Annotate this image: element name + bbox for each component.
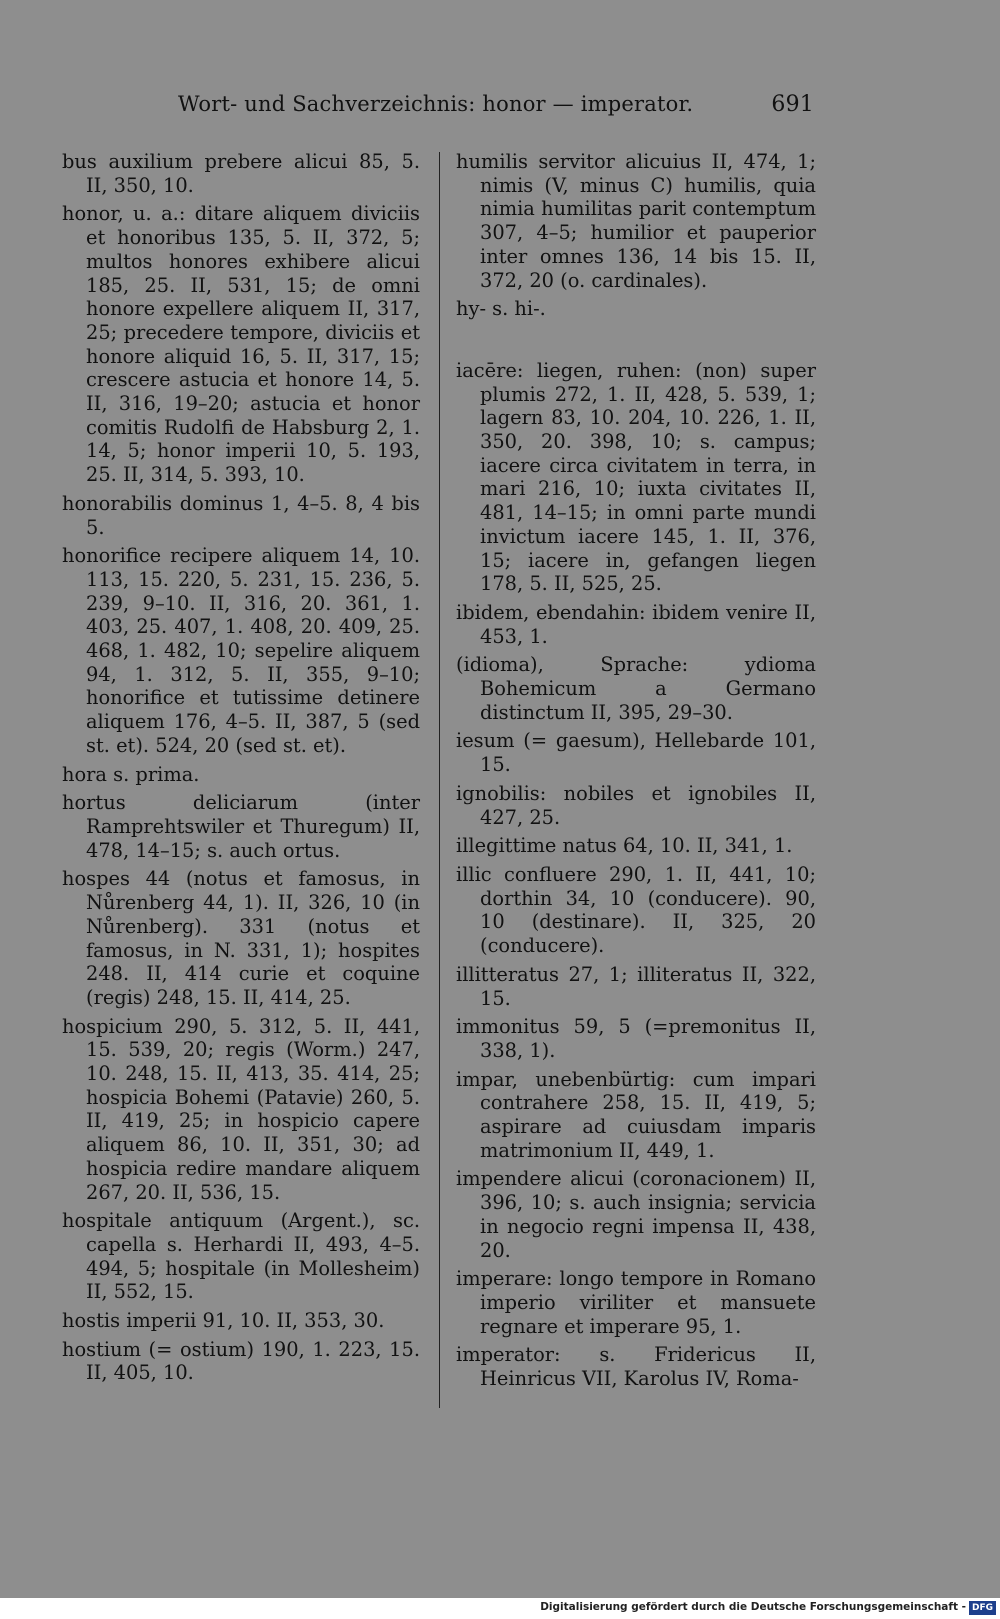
index-entry: impendere alicui (coronacionem) II, 396, 10; s. auch insignia; servicia in negocio regni impensa II, 438, 20.	[456, 1167, 816, 1262]
index-entry: imperator: s. Fridericus II, Heinricus VII, Karolus IV, Roma-	[456, 1343, 816, 1391]
index-entry: bus auxilium prebere alicui 85, 5. II, 350, 10.	[62, 150, 420, 197]
dfg-logo: DFG	[969, 1601, 996, 1615]
index-entry: (idioma), Sprache: ydioma Bohemicum a Germano distinctum II, 395, 29–30.	[456, 653, 816, 724]
right-column	[456, 150, 816, 1396]
index-entry: illegittime natus 64, 10. II, 341, 1.	[456, 834, 793, 858]
index-entry: iacēre: liegen, ruhen: (non) super plumis 272, 1. II, 428, 5. 539, 1; lagern 83, 10. 204, 10. 226, 1. II, 350, 20. 398, 10; s. campus; iacere circa civitatem in terra, in mari 216, 10; iuxta civitates II, 481, 14–15; in omni parte mundi invictum iacere 145, 1. II, 376, 15; iacere in, gefangen liegen 178, 5. II, 525, 25.	[456, 358, 816, 596]
index-entry: impar, unebenbürtig: cum impari contrahere 258, 15. II, 419, 5; aspirare ad cuiusdam imparis matrimonium II, 449, 1.	[456, 1067, 816, 1162]
footer-bar	[0, 1598, 1000, 1619]
index-entry: humilis servitor alicuius II, 474, 1; nimis (V, minus C) humilis, quia nimia humilitas parit contemptum 307, 4–5; humilior et pauperior inter omnes 136, 14 bis 15. II, 372, 20 (o. cardinales).	[456, 150, 816, 292]
index-entry: hostium (= ostium) 190, 1. 223, 15. II, 405, 10.	[62, 1337, 420, 1385]
index-entry: hospitale antiquum (Argent.), sc. capella s. Herhardi II, 493, 4–5. 494, 5; hospitale (in Mollesheim) II, 552, 15.	[62, 1209, 420, 1304]
index-entry: honor, u. a.: ditare aliquem diviciis et honoribus 135, 5. II, 372, 5; multos honores exhibere alicui 185, 25. II, 531, 15; de omni honore expellere aliquem II, 317, 25; precedere tempore, diviciis et honore aliquid 16, 5. II, 317, 15; crescere astucia et honore 14, 5. II, 316, 19–20; astucia et honor comitis Rudolfi de Habsburg 2, 1. 14, 5; honor imperii 10, 5. 193, 25. II, 314, 5. 393, 10.	[62, 202, 420, 487]
index-entry: imperare: longo tempore in Romano imperio viriliter et mansuete regnare et imperare 95, 1.	[456, 1267, 816, 1338]
index-entry: hy- s. hi-.	[456, 297, 546, 321]
index-entry: hora s. prima.	[62, 762, 200, 786]
header-title: Wort- und Sachverzeichnis: honor — imperator.	[178, 92, 694, 116]
column-divider	[439, 152, 440, 1408]
index-entry: hostis imperii 91, 10. II, 353, 30.	[62, 1309, 385, 1333]
left-column	[62, 150, 420, 1390]
index-entry: illitteratus 27, 1; illiteratus II, 322, 15.	[456, 962, 816, 1010]
index-entry: hortus deliciarum (inter Ramprehtswiler et Thuregum) II, 478, 14–15; s. auch ortus.	[62, 791, 420, 862]
index-entry: illic confluere 290, 1. II, 441, 10; dorthin 34, 10 (conducere). 90, 10 (destinare). II, 325, 20 (conducere).	[456, 862, 816, 958]
funding-credit: Digitalisierung gefördert durch die Deutsche Forschungsgemeinschaft -	[540, 1601, 966, 1613]
index-entry: iesum (= gaesum), Hellebarde 101, 15.	[456, 729, 816, 777]
index-entry: ibidem, ebendahin: ibidem venire II, 453, 1.	[456, 600, 816, 648]
index-entry: honorabilis dominus 1, 4–5. 8, 4 bis 5.	[62, 491, 420, 539]
page-number: 691	[771, 92, 814, 117]
index-entry: honorifice recipere aliquem 14, 10. 113, 15. 220, 5. 231, 15. 236, 5. 239, 9–10. II, 316, 20. 361, 1. 403, 25. 407, 1. 408, 20. 409, 25. 468, 1. 482, 10; sepelire aliquem 94, 1. 312, 5. II, 355, 9–10; honorifice et tutissime detinere aliquem 176, 4–5. II, 387, 5 (sed st. et). 524, 20 (sed st. et).	[62, 544, 420, 757]
index-entry: hospes 44 (notus et famosus, in Nůrenberg 44, 1). II, 326, 10 (in Nůrenberg). 331 (notus et famosus, in N. 331, 1); hospites 248. II, 414 curie et coquine (regis) 248, 15. II, 414, 25.	[62, 867, 420, 1009]
index-entry: hospicium 290, 5. 312, 5. II, 441, 15. 539, 20; regis (Worm.) 247, 10. 248, 15. II, 413, 35. 414, 25; hospicia Bohemi (Patavie) 260, 5. II, 419, 25; in hospicio capere aliquem 86, 10. II, 351, 30; ad hospicia redire mandare aliquem 267, 20. II, 536, 15.	[62, 1014, 420, 1204]
index-entry: immonitus 59, 5 (=premonitus II, 338, 1).	[456, 1015, 816, 1062]
index-entry: ignobilis: nobiles et ignobiles II, 427, 25.	[456, 781, 816, 829]
